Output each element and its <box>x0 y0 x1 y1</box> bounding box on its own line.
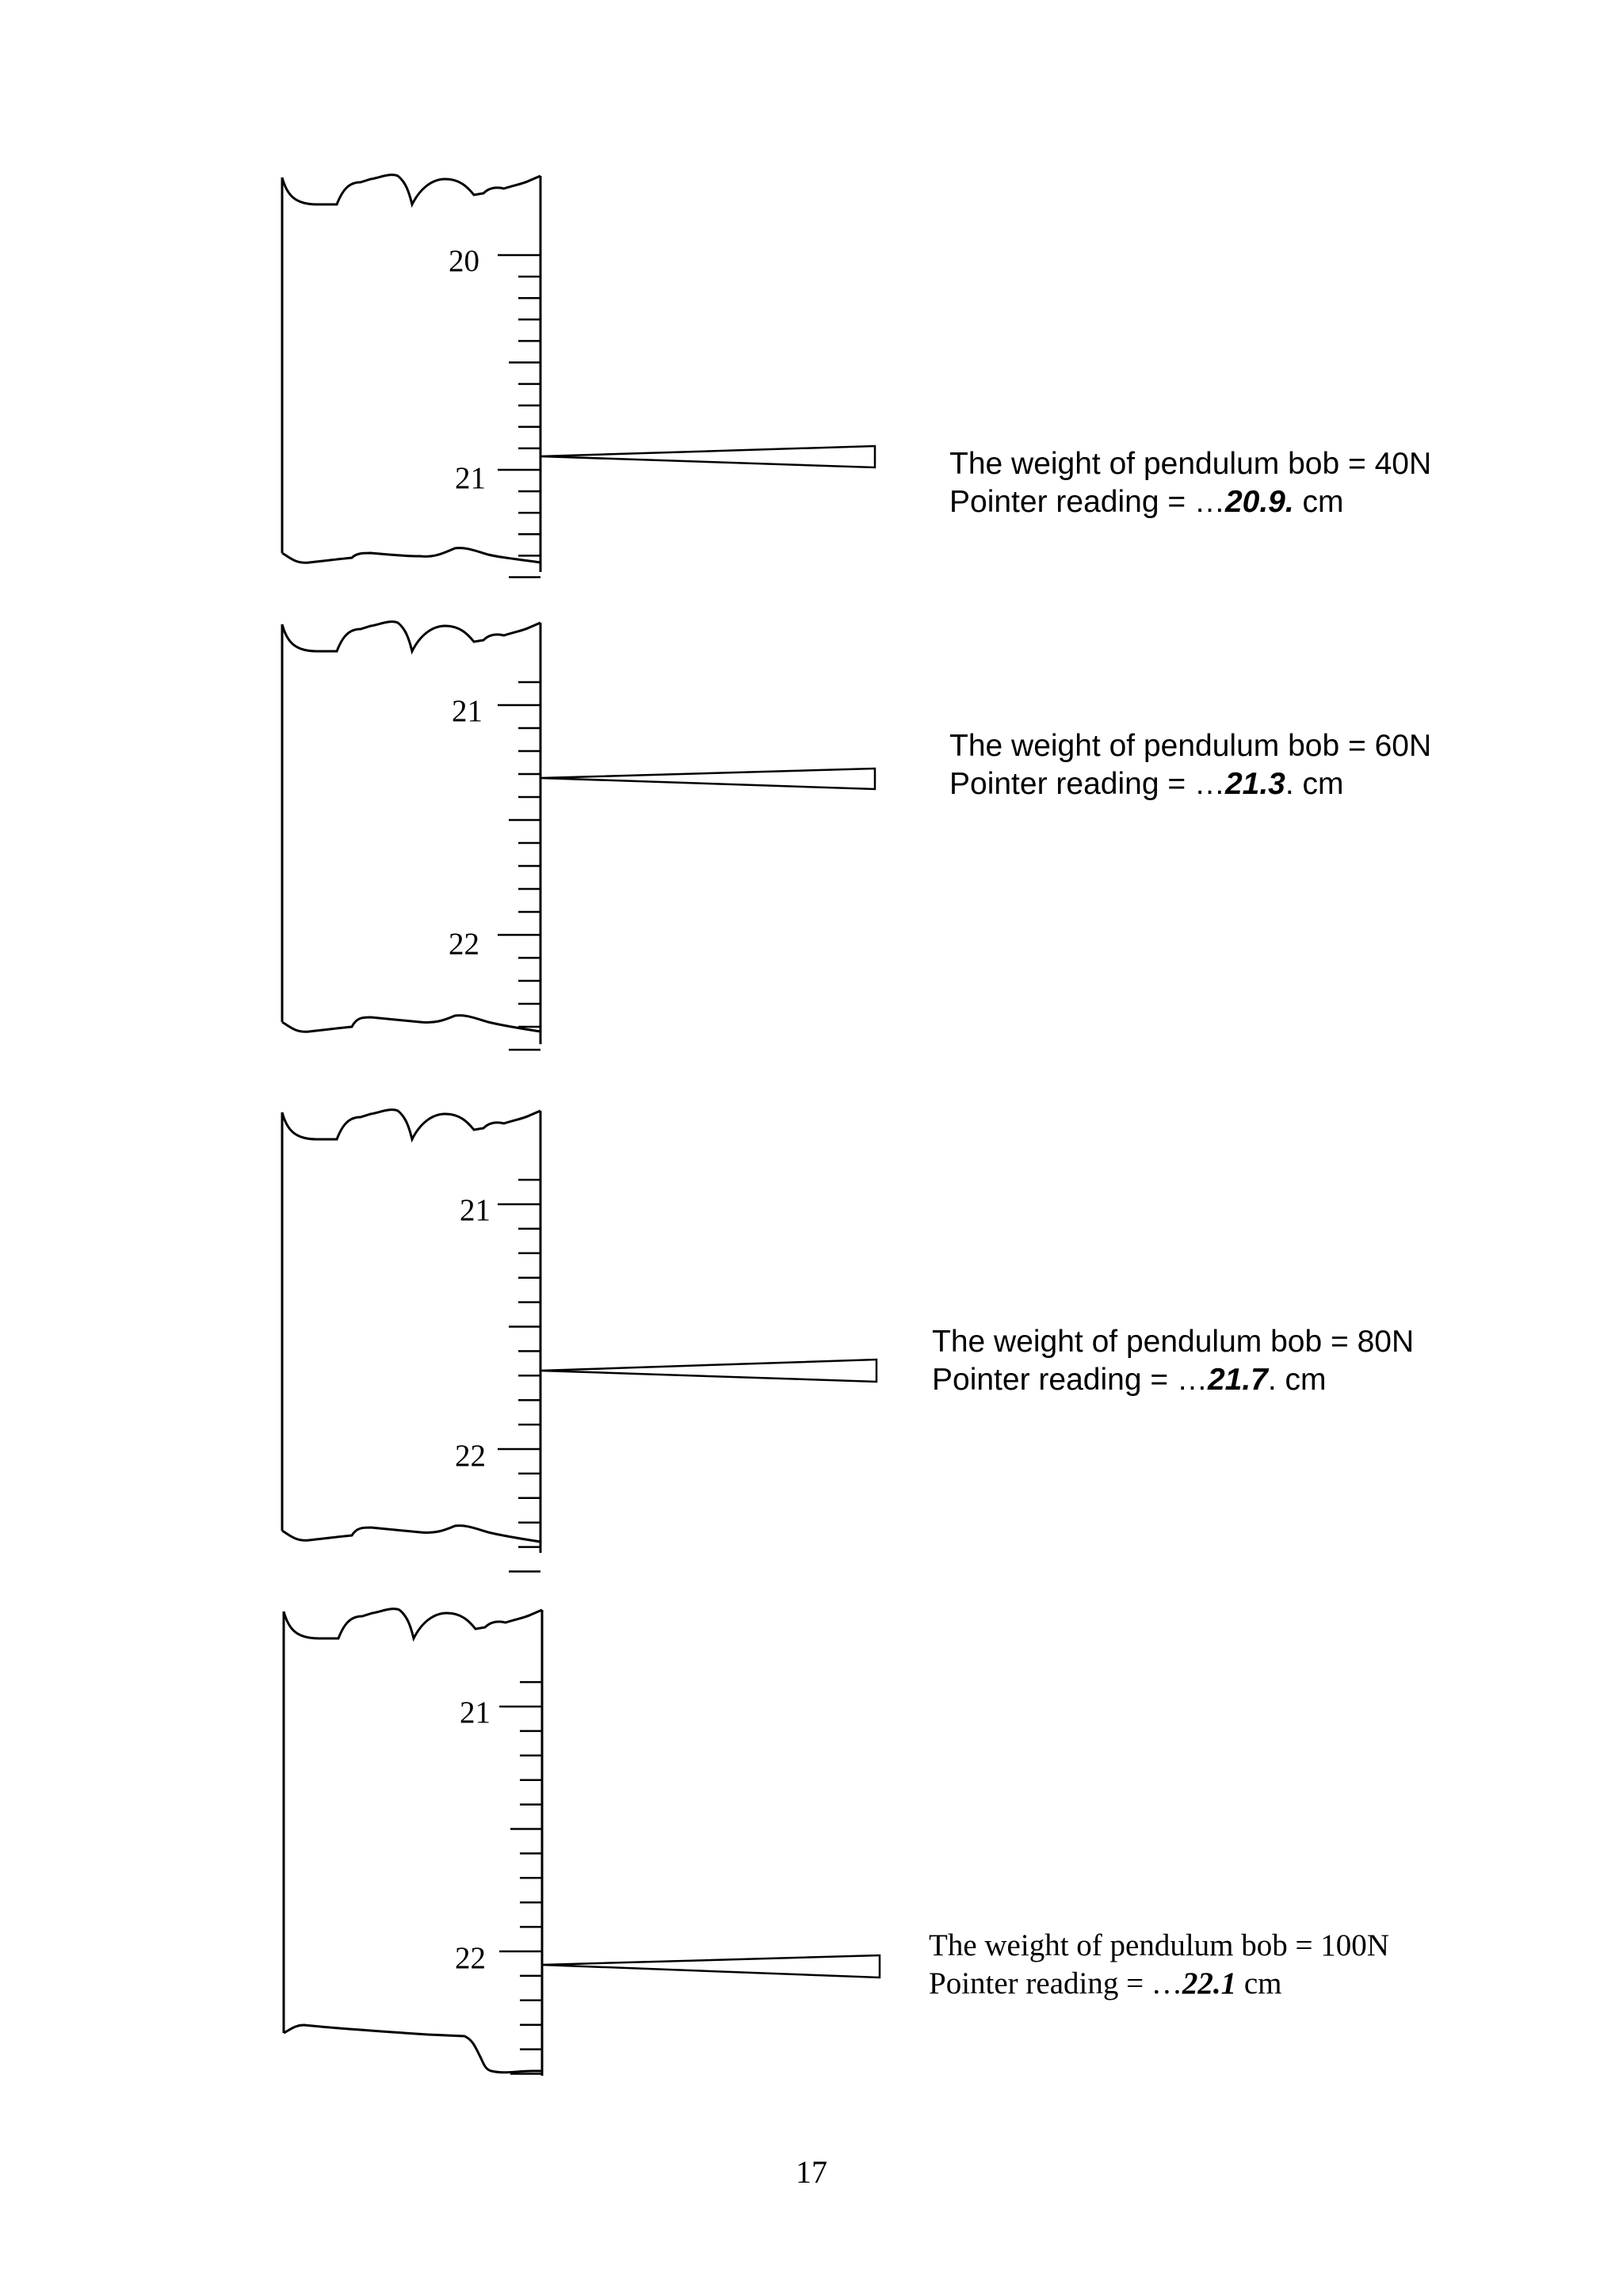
reading-value: 20.9. <box>1224 485 1294 519</box>
scale-label-major: 20 <box>449 244 479 278</box>
ruler-panel-1 <box>282 175 875 578</box>
reading-prefix: Pointer reading = … <box>949 485 1225 519</box>
ruler-top-torn-edge <box>282 622 540 651</box>
caption-weight: The weight of pendulum bob = 100N <box>929 1928 1389 1962</box>
caption-pointer-reading <box>932 1361 1327 1399</box>
scale-label-major: 22 <box>455 1439 486 1473</box>
ruler-panel-3 <box>282 1110 876 1572</box>
reading-suffix: . cm <box>1267 1363 1327 1397</box>
ruler-bottom-torn-edge <box>284 2025 542 2073</box>
scale-label-major: 21 <box>455 461 486 495</box>
reading-prefix: Pointer reading = … <box>949 767 1225 801</box>
scale-label-major: 22 <box>449 927 479 961</box>
ruler-ticks <box>498 682 540 1050</box>
caption-pointer-reading <box>929 1965 1282 2003</box>
ruler-bottom-torn-edge <box>282 548 540 563</box>
pointer-needle <box>540 769 875 789</box>
ruler-top-torn-edge <box>284 1609 542 1638</box>
ruler-panel-4 <box>284 1609 880 2076</box>
page-number: 17 <box>796 2154 827 2190</box>
scale-label-major: 22 <box>455 1941 486 1975</box>
reading-prefix: Pointer reading = … <box>929 1966 1182 2000</box>
reading-suffix: . cm <box>1285 767 1344 801</box>
ruler-bottom-torn-edge <box>282 1016 540 1032</box>
ruler-panel-2 <box>282 622 875 1050</box>
reading-prefix: Pointer reading = … <box>932 1363 1208 1397</box>
caption-pointer-reading <box>949 765 1344 803</box>
scale-label-major: 21 <box>460 1193 491 1227</box>
pointer-needle <box>542 1955 880 1978</box>
pointer-needle <box>540 1360 876 1382</box>
scale-label-major: 21 <box>460 1695 491 1730</box>
reading-value: 21.7 <box>1207 1363 1268 1397</box>
ruler-ticks <box>498 1180 540 1571</box>
pointer-needle <box>540 446 875 467</box>
caption-weight: The weight of pendulum bob = 40N <box>949 447 1432 481</box>
ruler-top-torn-edge <box>282 175 540 204</box>
reading-value: 21.3 <box>1224 767 1285 801</box>
ruler-bottom-torn-edge <box>282 1526 540 1542</box>
reading-suffix: cm <box>1293 485 1344 519</box>
caption-weight: The weight of pendulum bob = 80N <box>932 1325 1415 1359</box>
scale-label-major: 21 <box>452 694 483 728</box>
reading-value: 22.1 <box>1182 1966 1237 2000</box>
ruler-top-torn-edge <box>282 1110 540 1139</box>
caption-weight: The weight of pendulum bob = 60N <box>949 729 1432 763</box>
caption-pointer-reading <box>949 483 1344 521</box>
ruler-ticks <box>498 255 540 578</box>
reading-suffix: cm <box>1236 1966 1282 2000</box>
ruler-ticks <box>499 1682 542 2073</box>
